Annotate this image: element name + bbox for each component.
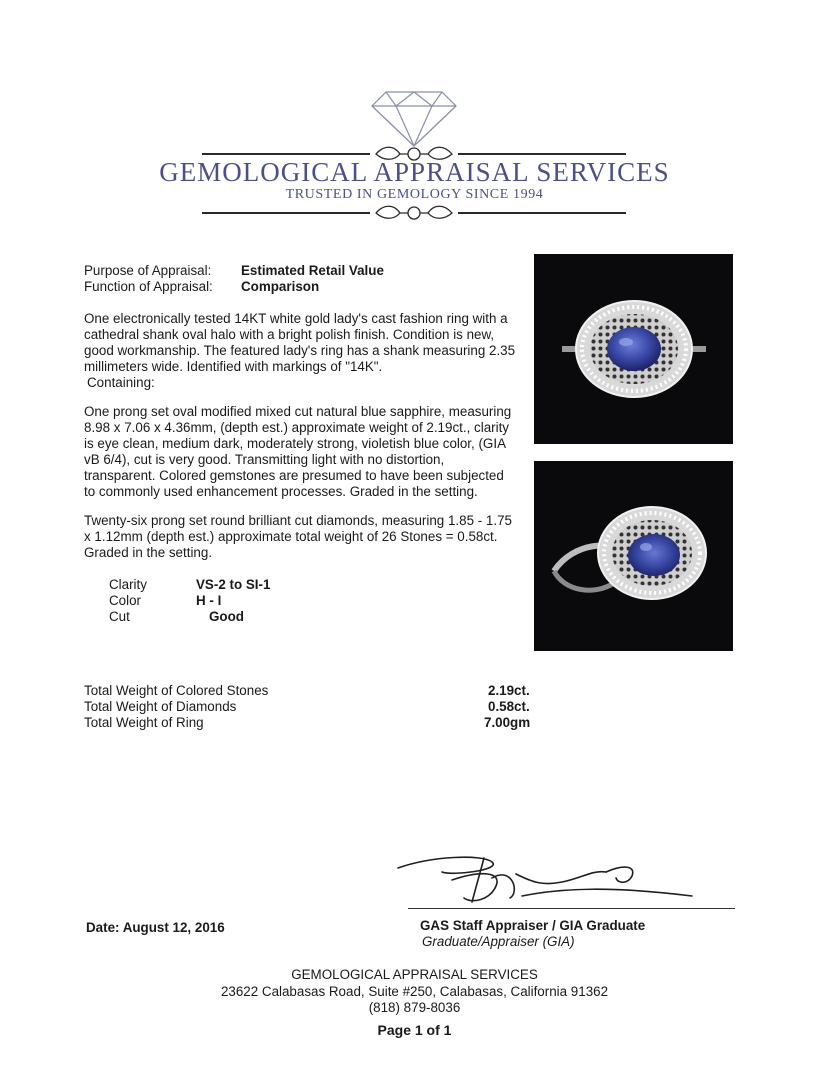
grading-cut-value: Good (209, 609, 244, 624)
ring-photo-bottom (534, 461, 733, 651)
appraiser-signature (392, 852, 712, 912)
ring-description: One electronically tested 14KT white gold lady's cast fashion ring with a cathedral shank oval halo with a bright polish finish. Condition is new, good workmanship. The featured lady's ring has a shank measuring 2.35 millimeters wide. Identified with markings of "14K". (84, 311, 516, 374)
footer-phone: (818) 879-8036 (368, 1000, 461, 1015)
purpose-value: Estimated Retail Value (241, 263, 384, 278)
appraisal-date: Date: August 12, 2016 (86, 920, 225, 935)
grading-cut-label: Cut (109, 609, 130, 624)
company-title: GEMOLOGICAL APPRAISAL SERVICES (159, 157, 670, 187)
diamonds-description: Twenty-six prong set round brilliant cut diamonds, measuring 1.85 - 1.75 x 1.12mm (depth est.) approximate total weight of 26 Stones = 0.58ct. Graded in the setting. (84, 513, 512, 560)
footer-address: 23622 Calabasas Road, Suite #250, Calabasas, California 91362 (220, 984, 609, 999)
header-bottom-rule-right (458, 212, 626, 214)
total-colored-stones-value: 2.19ct. (488, 683, 530, 698)
header-top-rule-right (458, 153, 626, 155)
total-diamonds-label: Total Weight of Diamonds (84, 699, 237, 714)
signature-line (408, 908, 735, 909)
appraiser-title: GAS Staff Appraiser / GIA Graduate (420, 918, 646, 933)
grading-clarity-label: Clarity (109, 577, 147, 592)
sapphire-description: One prong set oval modified mixed cut natural blue sapphire, measuring 8.98 x 7.06 x 4.36mm, (depth est.) approximate weight of 2.19ct., clarity is eye clean, medium dark, moderately strong, violetish blue color, (GIA vB 6/4), cut is very good. Transmitting light with no distortion, transparent. Colored gemstones are presumed to have been subjected to commonly used enhancement processes. Graded in the setting. (84, 404, 512, 499)
function-value: Comparison (241, 279, 320, 294)
grading-color-value: H - I (196, 593, 222, 608)
total-ring-weight-label: Total Weight of Ring (84, 715, 204, 730)
appraiser-credential: Graduate/Appraiser (GIA) (422, 934, 575, 949)
function-label: Function of Appraisal: (84, 279, 213, 294)
header-top-rule-left (202, 153, 370, 155)
total-colored-stones-label: Total Weight of Colored Stones (84, 683, 269, 698)
total-diamonds-value: 0.58ct. (488, 699, 530, 714)
purpose-label: Purpose of Appraisal: (84, 263, 212, 278)
flourish-bottom-icon (370, 202, 458, 224)
grading-color-label: Color (109, 593, 141, 608)
footer-company: GEMOLOGICAL APPRAISAL SERVICES (291, 967, 538, 982)
containing-label: Containing: (87, 375, 155, 390)
grading-clarity-value: VS-2 to SI-1 (196, 577, 271, 592)
company-tagline: TRUSTED IN GEMOLOGY SINCE 1994 (285, 187, 544, 202)
ring-photo-top (534, 254, 733, 444)
total-ring-weight-value: 7.00gm (484, 715, 531, 730)
header-bottom-rule-left (202, 212, 370, 214)
page-number: Page 1 of 1 (377, 1022, 452, 1038)
diamond-logo-icon (370, 88, 458, 148)
